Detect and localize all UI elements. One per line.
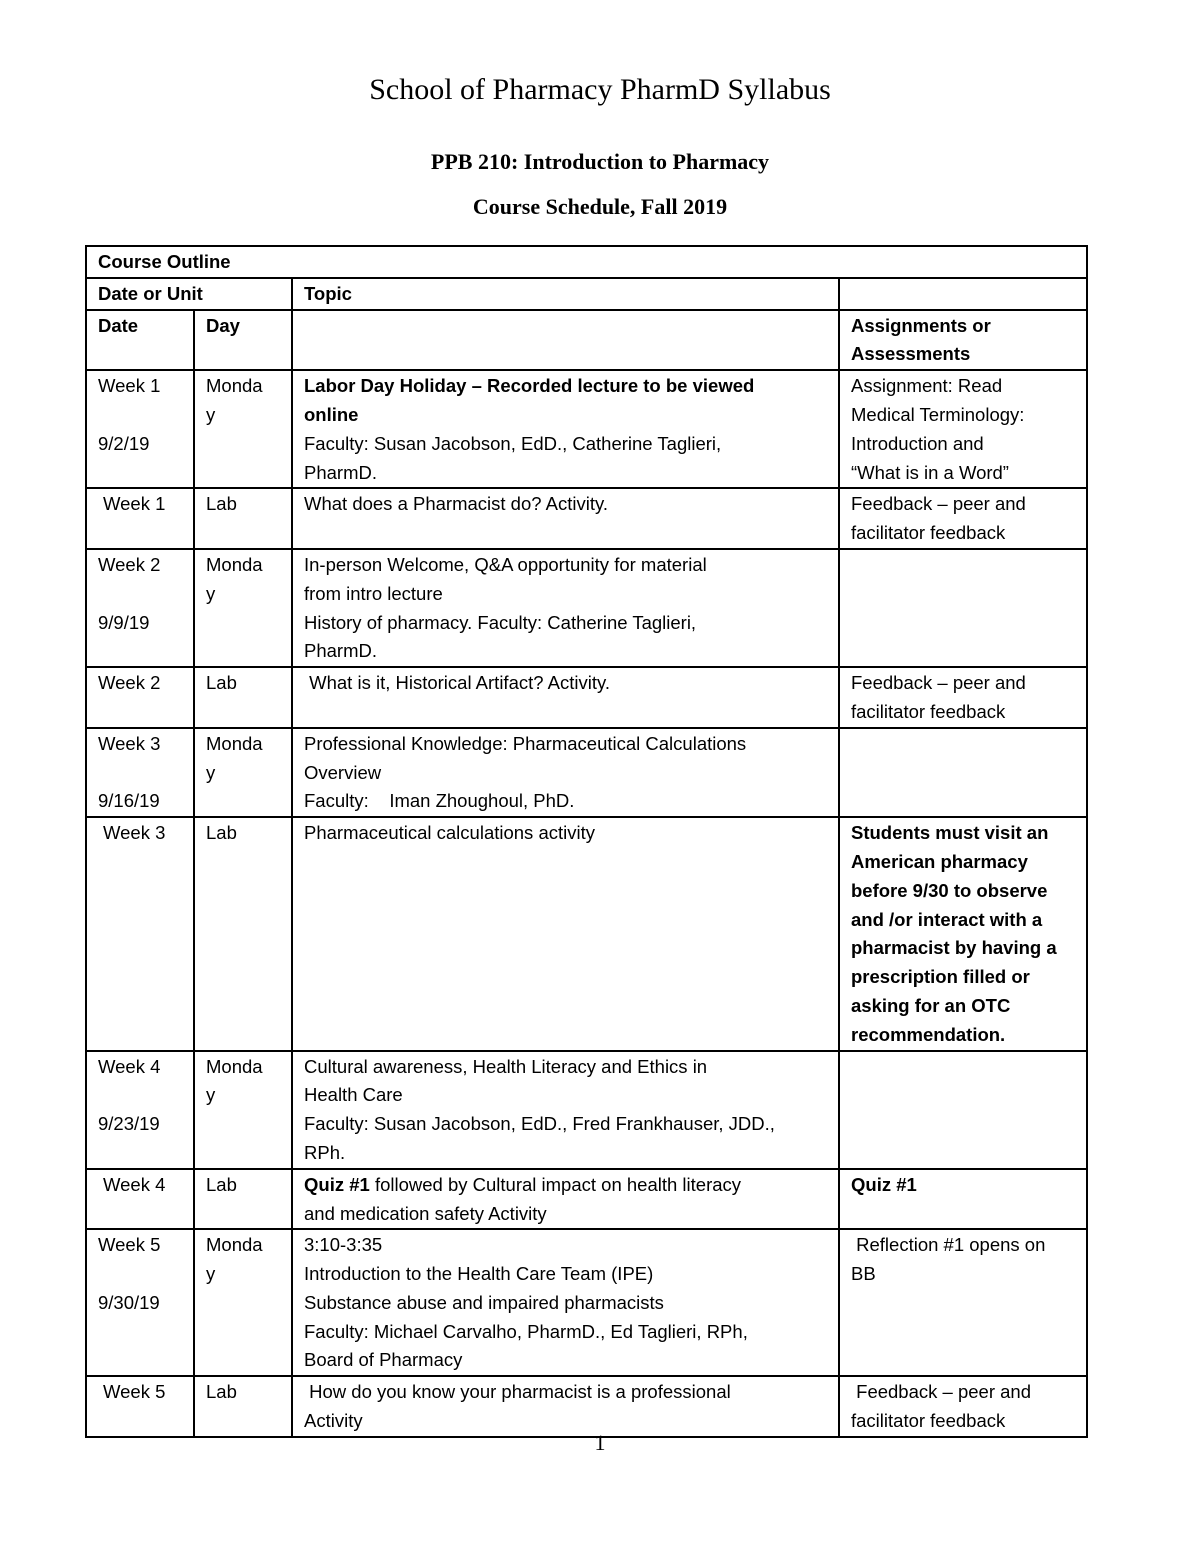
day-line: y <box>206 582 216 604</box>
topic-cell <box>292 549 839 667</box>
header-topic: Topic <box>292 278 839 310</box>
week-label: Week 1 <box>98 375 161 397</box>
assignment-cell <box>839 549 1087 667</box>
date-label: 9/30/19 <box>98 1291 160 1313</box>
topic-line: Activity <box>304 1410 363 1432</box>
week-label: Week 4 <box>103 1173 166 1195</box>
topic-cell: What is it, Historical Artifact? Activity. <box>292 667 839 728</box>
topic-line: RPh. <box>304 1141 346 1163</box>
assign-line: American pharmacy <box>851 850 1028 872</box>
day-cell: Lab <box>194 1169 292 1230</box>
day-line: y <box>206 403 216 425</box>
table-row <box>86 817 1087 1050</box>
assignment-cell <box>839 488 1087 549</box>
date-label: 9/23/19 <box>98 1113 160 1135</box>
topic-line: Professional Knowledge: Pharmaceutical Calculations <box>304 732 747 754</box>
header-empty <box>839 278 1087 310</box>
day-line: y <box>206 1084 216 1106</box>
topic-line: Faculty: Michael Carvalho, PharmD., Ed Taglieri, RPh, <box>304 1320 748 1342</box>
table-row <box>86 370 1087 488</box>
date-cell <box>86 1229 194 1376</box>
assign-line: Feedback – peer and <box>851 672 1026 694</box>
header-assign-line: Assessments <box>851 343 971 365</box>
date-cell <box>86 1169 194 1230</box>
day-line: Monda <box>206 375 263 397</box>
topic-line: 3:10-3:35 <box>304 1234 383 1256</box>
day-cell <box>194 370 292 488</box>
assign-line: and /or interact with a <box>851 908 1043 930</box>
topic-cell: What does a Pharmacist do? Activity. <box>292 488 839 549</box>
assign-line: facilitator feedback <box>851 700 1006 722</box>
assignment-cell <box>839 817 1087 1050</box>
topic-line: followed by Cultural impact on health literacy <box>369 1173 742 1195</box>
assign-line: Feedback – peer and <box>851 1381 1031 1403</box>
week-label: Week 3 <box>103 822 166 844</box>
date-label: 9/9/19 <box>98 611 150 633</box>
topic-line: Cultural awareness, Health Literacy and Ethics in <box>304 1055 708 1077</box>
topic-cell <box>292 728 839 817</box>
day-line: Monda <box>206 1234 263 1256</box>
day-line: y <box>206 1263 216 1285</box>
topic-line: Substance abuse and impaired pharmacists <box>304 1291 664 1313</box>
day-cell <box>194 1051 292 1169</box>
header-assignments <box>839 310 1087 371</box>
assign-line: facilitator feedback <box>851 1410 1006 1432</box>
table-subheader-row <box>86 310 1087 371</box>
day-line: y <box>206 761 216 783</box>
day-cell <box>194 1229 292 1376</box>
assign-line: “What is in a Word” <box>851 461 1009 483</box>
day-cell: Lab <box>194 667 292 728</box>
topic-line: from intro lecture <box>304 582 443 604</box>
topic-line: PharmD. <box>304 640 377 662</box>
table-row <box>86 1169 1087 1230</box>
week-label: Week 5 <box>98 1234 161 1256</box>
day-cell <box>194 549 292 667</box>
assignment-cell <box>839 1051 1087 1169</box>
topic-line: online <box>304 403 359 425</box>
topic-line: Faculty: Iman Zhoughoul, PhD. <box>304 790 575 812</box>
topic-line: and medication safety Activity <box>304 1202 547 1224</box>
assign-line: pharmacist by having a <box>851 937 1057 959</box>
day-line: Monda <box>206 553 263 575</box>
assign-line: recommendation. <box>851 1023 1006 1045</box>
assign-line: BB <box>851 1263 876 1285</box>
week-label: Week 2 <box>98 553 161 575</box>
day-line: Monda <box>206 732 263 754</box>
header-assign-line: Assignments or <box>851 314 991 336</box>
topic-cell <box>292 1169 839 1230</box>
assign-line: Assignment: Read <box>851 375 1003 397</box>
topic-line: History of pharmacy. Faculty: Catherine Taglieri, <box>304 611 697 633</box>
quiz-label: Quiz #1 <box>304 1173 370 1195</box>
topic-line: Faculty: Susan Jacobson, EdD., Fred Frankhauser, JDD., <box>304 1113 775 1135</box>
topic-line: Introduction to the Health Care Team (IPE) <box>304 1263 654 1285</box>
topic-line: Health Care <box>304 1084 403 1106</box>
header-date-or-unit: Date or Unit <box>86 278 292 310</box>
table-caption: Course Outline <box>86 246 1087 278</box>
assignment-cell <box>839 667 1087 728</box>
week-label: Week 2 <box>98 672 161 694</box>
table-row <box>86 488 1087 549</box>
topic-line: In-person Welcome, Q&A opportunity for material <box>304 553 707 575</box>
topic-line: How do you know your pharmacist is a professional <box>304 1381 731 1403</box>
table-row <box>86 1051 1087 1169</box>
day-cell: Lab <box>194 817 292 1050</box>
date-cell <box>86 667 194 728</box>
header-day: Day <box>194 310 292 371</box>
week-label: Week 4 <box>98 1055 161 1077</box>
assignment-cell <box>839 1229 1087 1376</box>
date-cell <box>86 488 194 549</box>
day-cell <box>194 728 292 817</box>
date-cell <box>86 728 194 817</box>
table-header-row <box>86 278 1087 310</box>
table-row <box>86 549 1087 667</box>
assign-line: prescription filled or <box>851 966 1030 988</box>
date-label: 9/16/19 <box>98 790 160 812</box>
course-title: PPB 210: Introduction to Pharmacy <box>430 149 770 174</box>
table-caption-row <box>86 246 1087 278</box>
schedule-title: Course Schedule, Fall 2019 <box>472 194 728 219</box>
topic-line: Board of Pharmacy <box>304 1349 463 1371</box>
assignment-cell: Quiz #1 <box>839 1169 1087 1230</box>
week-label: Week 3 <box>98 732 161 754</box>
day-cell: Lab <box>194 1376 292 1437</box>
assign-line: asking for an OTC <box>851 994 1011 1016</box>
topic-cell <box>292 370 839 488</box>
topic-cell: Pharmaceutical calculations activity <box>292 817 839 1050</box>
assign-line: Feedback – peer and <box>851 493 1026 515</box>
header-date: Date <box>86 310 194 371</box>
course-schedule-table <box>85 245 1088 1438</box>
table-row <box>86 1229 1087 1376</box>
week-label: Week 5 <box>103 1381 166 1403</box>
week-label: Week 1 <box>103 493 166 515</box>
date-cell <box>86 370 194 488</box>
page-title: School of Pharmacy PharmD Syllabus <box>369 73 831 106</box>
assign-line: Students must visit an <box>851 822 1049 844</box>
assign-line: before 9/30 to observe <box>851 879 1048 901</box>
assignment-cell <box>839 728 1087 817</box>
topic-line: PharmD. <box>304 461 377 483</box>
assign-line: facilitator feedback <box>851 522 1006 544</box>
topic-line: Overview <box>304 761 382 783</box>
day-cell: Lab <box>194 488 292 549</box>
topic-cell <box>292 1229 839 1376</box>
topic-cell <box>292 1051 839 1169</box>
page-number: 1 <box>594 1430 606 1455</box>
date-cell <box>86 817 194 1050</box>
assignment-cell <box>839 370 1087 488</box>
topic-line: Faculty: Susan Jacobson, EdD., Catherine Taglieri, <box>304 432 722 454</box>
assign-line: Introduction and <box>851 432 984 454</box>
assign-line: Medical Terminology: <box>851 403 1025 425</box>
date-label: 9/2/19 <box>98 432 150 454</box>
date-cell <box>86 549 194 667</box>
table-row <box>86 728 1087 817</box>
header-blank <box>292 310 839 371</box>
day-line: Monda <box>206 1055 263 1077</box>
assign-line: Reflection #1 opens on <box>851 1234 1046 1256</box>
date-cell <box>86 1051 194 1169</box>
table-row <box>86 667 1087 728</box>
topic-line: Labor Day Holiday – Recorded lecture to be viewed <box>304 375 755 397</box>
